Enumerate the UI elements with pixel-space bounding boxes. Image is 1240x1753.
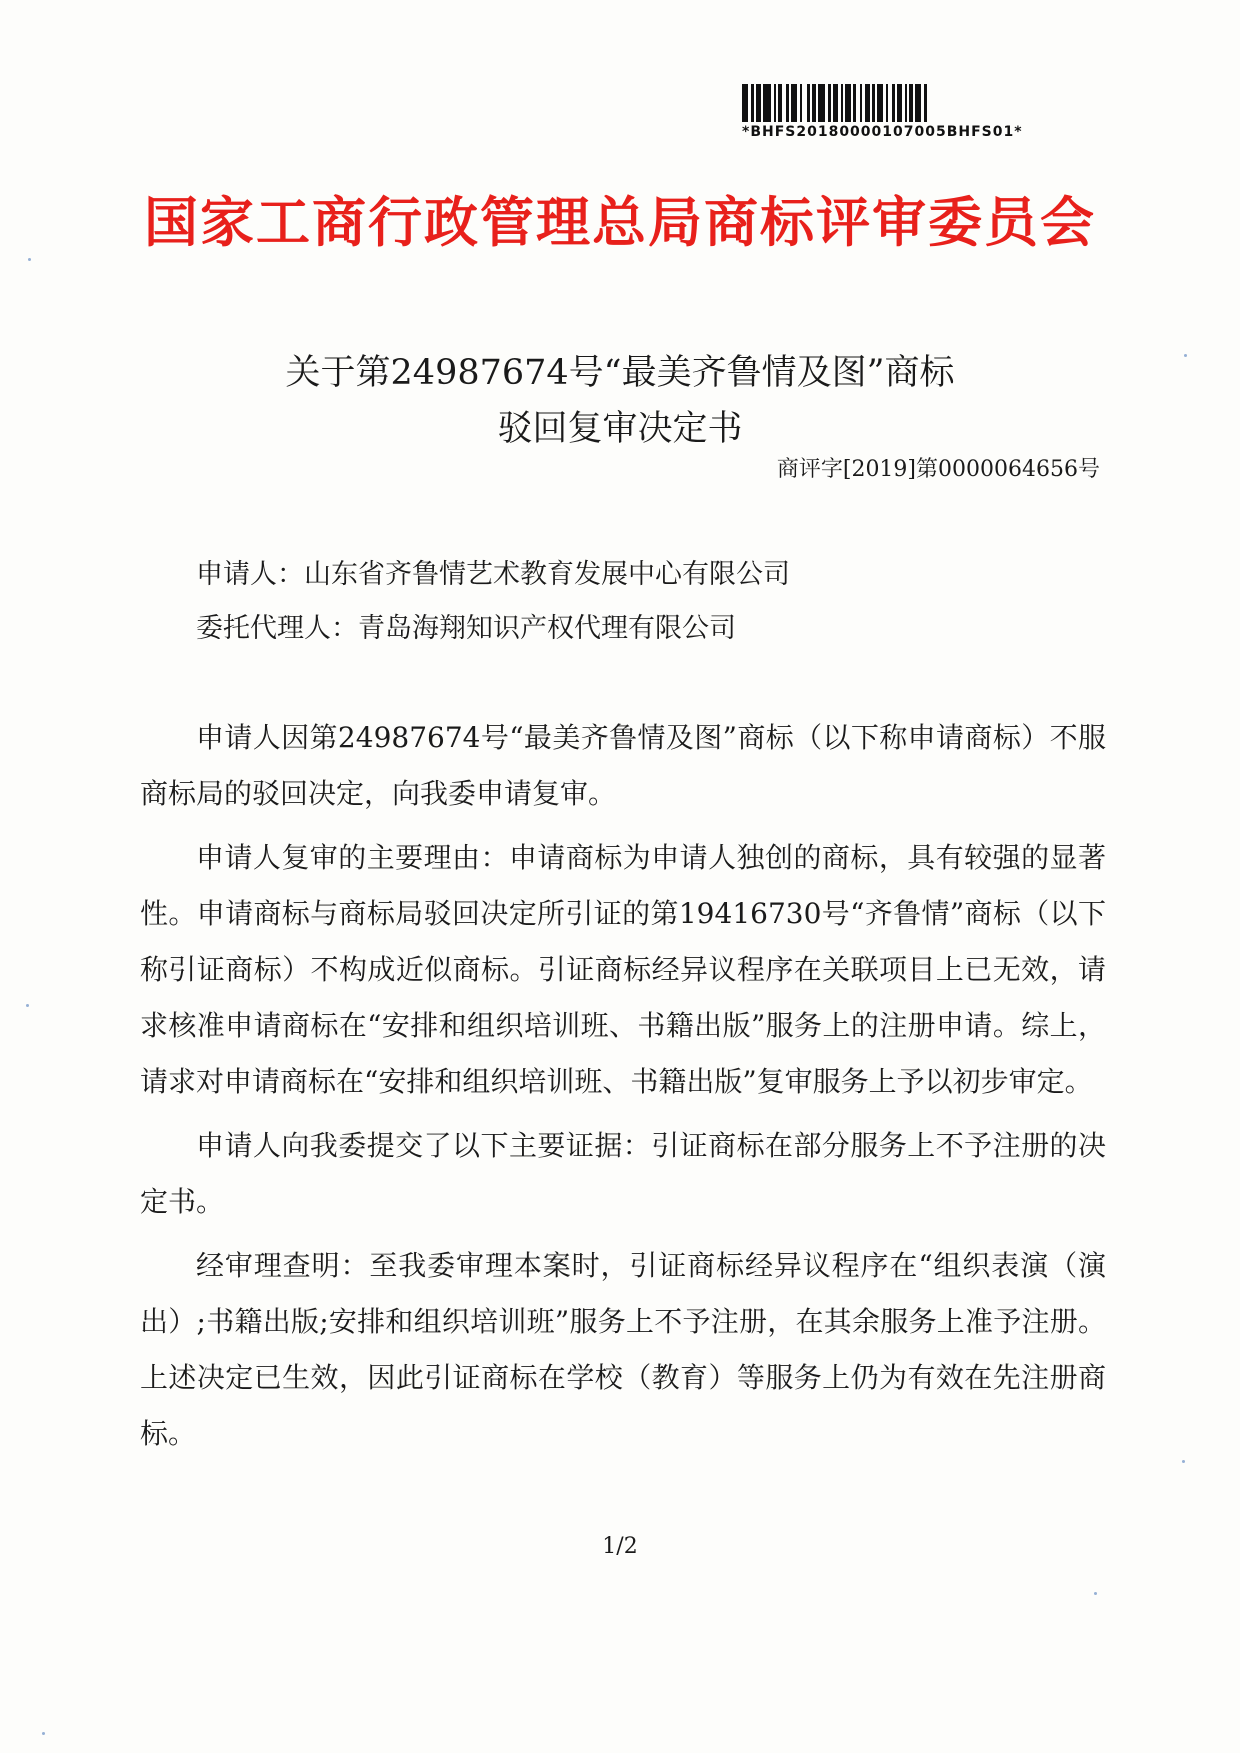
barcode-text: *BHFS20180000107005BHFS01*	[742, 124, 1023, 140]
paragraph: 申请人向我委提交了以下主要证据：引证商标在部分服务上不予注册的决定书。	[140, 1129, 1106, 1218]
applicant-line: 申请人：山东省齐鲁情艺术教育发展中心有限公司	[196, 559, 790, 590]
scan-speck	[42, 1732, 45, 1735]
title-line-1: 关于第24987674号“最美齐鲁情及图”商标	[285, 353, 955, 393]
barcode-bar	[818, 84, 825, 122]
document-title	[0, 345, 1240, 457]
agency-title: 国家工商行政管理总局商标评审委员会	[144, 191, 1096, 254]
paragraph: 经审理查明：至我委审理本案时，引证商标经异议程序在“组织表演（演出）;书籍出版;安排和组织培训班”服务上不予注册，在其余服务上准予注册。上述决定已生效，因此引证商标在学校（教育）等服务上仍为有效在先注册商标。	[140, 1249, 1106, 1450]
scan-speck	[1094, 1592, 1097, 1595]
scan-speck	[1184, 354, 1187, 357]
document-number: 商评字[2019]第0000064656号	[776, 457, 1100, 482]
agent-line: 委托代理人：青岛海翔知识产权代理有限公司	[196, 613, 736, 644]
title-line-2: 驳回复审决定书	[497, 409, 743, 449]
barcode-bar	[763, 84, 771, 122]
barcode-bar	[924, 84, 927, 122]
barcode-icon	[742, 84, 927, 122]
scan-speck	[28, 258, 31, 261]
barcode-block	[742, 84, 1068, 140]
paragraph: 申请人复审的主要理由：申请商标为申请人独创的商标，具有较强的显著性。申请商标与商标局驳回决定所引证的第19416730号“齐鲁情”商标（以下称引证商标）不构成近似商标。引证商标经异议程序在关联项目上已无效，请求核准申请商标在“安排和组织培训班、书籍出版”服务上的注册申请。综上，请求对申请商标在“安排和组织培训班、书籍出版”复审服务上予以初步审定。	[140, 841, 1106, 1098]
body-text	[140, 710, 1106, 1470]
page-number: 1/2	[602, 1534, 638, 1559]
scan-speck	[1182, 1460, 1185, 1463]
scan-speck	[26, 1004, 29, 1007]
paragraph: 申请人因第24987674号“最美齐鲁情及图”商标（以下称申请商标）不服商标局的驳回决定，向我委申请复审。	[140, 721, 1106, 810]
